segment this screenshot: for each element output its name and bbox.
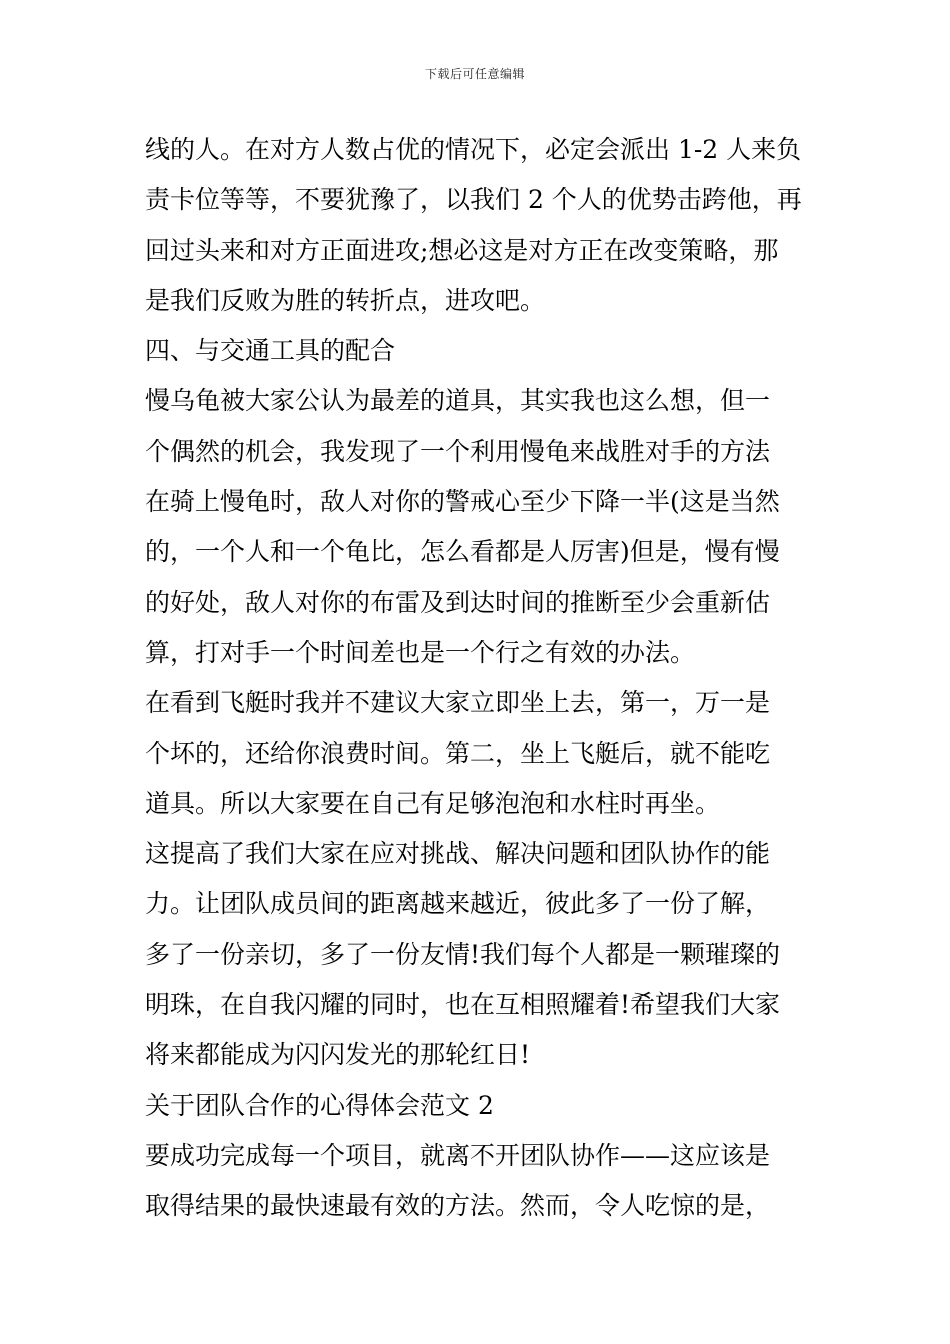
text-line: 要成功完成每一个项目，就离不开团队协作——这应该是 — [145, 1140, 771, 1170]
text-line: 线的人。在对方人数占优的情况下，必定会派出 1-2 人来负 — [145, 135, 802, 164]
text-line: 这提高了我们大家在应对挑战、解决问题和团队协作的能 — [145, 839, 771, 869]
text-line: 个坏的，还给你浪费时间。第二，坐上飞艇后，就不能吃 — [145, 738, 771, 768]
text-line: 取得结果的最快速最有效的方法。然而，令人吃惊的是， — [145, 1191, 771, 1221]
page-header: 下载后可任意编辑 — [424, 67, 525, 81]
document-body — [145, 125, 810, 1232]
text-line: 是我们反败为胜的转折点，进攻吧。 — [145, 285, 546, 315]
text-line: 慢乌龟被大家公认为最差的道具，其实我也这么想，但一 — [145, 386, 771, 416]
text-line: 个偶然的机会，我发现了一个利用慢龟来战胜对手的方法 — [145, 436, 771, 466]
text-line: 将来都能成为闪闪发光的那轮红日! — [145, 1040, 531, 1070]
text-line: 在骑上慢龟时，敌人对你的警戒心至少下降一半(这是当然 — [145, 487, 780, 517]
text-line: 道具。所以大家要在自己有足够泡泡和水柱时再坐。 — [145, 788, 721, 818]
text-line: 的，一个人和一个龟比，怎么看都是人厉害)但是，慢有慢 — [145, 537, 780, 567]
section-heading: 四、与交通工具的配合 — [145, 336, 396, 366]
text-line: 算，打对手一个时间差也是一个行之有效的办法。 — [145, 637, 696, 667]
text-line: 在看到飞艇时我并不建议大家立即坐上去，第一，万一是 — [145, 688, 771, 718]
section-title: 关于团队合作的心得体会范文 2 — [145, 1090, 494, 1120]
text-line: 回过头来和对方正面进攻;想必这是对方正在改变策略，那 — [145, 235, 779, 265]
text-line: 明珠，在自我闪耀的同时，也在互相照耀着!希望我们大家 — [145, 990, 781, 1020]
text-line: 责卡位等等，不要犹豫了，以我们 2 个人的优势击跨他，再 — [145, 185, 802, 215]
text-line: 的好处，敌人对你的布雷及到达时间的推断至少会重新估 — [145, 587, 771, 617]
text-line: 力。让团队成员间的距离越来越近，彼此多了一份了解， — [145, 889, 771, 919]
text-line: 多了一份亲切，多了一份友情!我们每个人都是一颗璀璨的 — [145, 939, 781, 969]
